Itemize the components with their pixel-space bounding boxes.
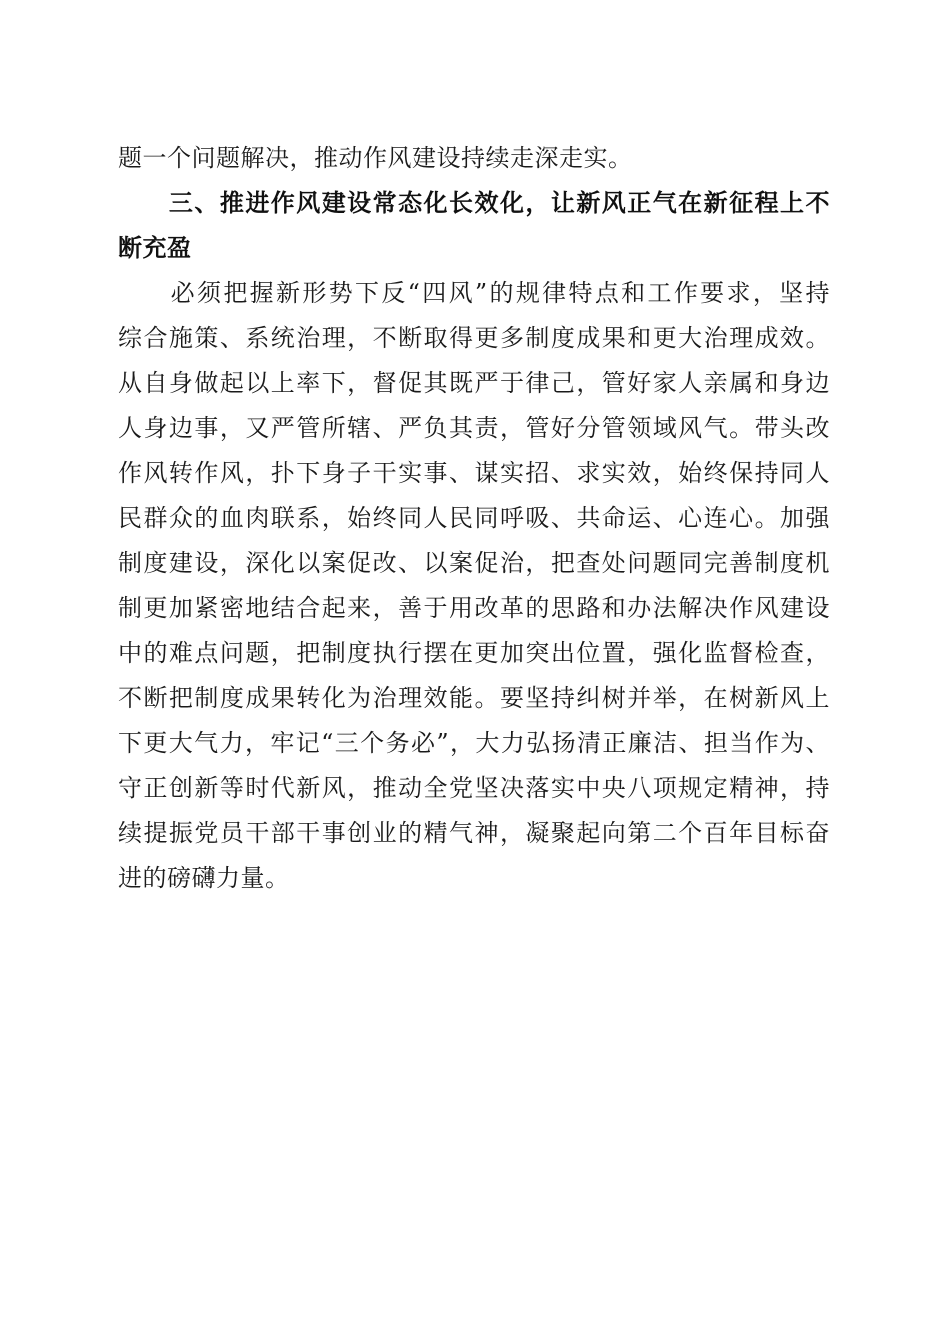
text-line: 综合施策、系统治理，不断取得更多制度成果和更大治理成效。 bbox=[118, 324, 830, 352]
text-line: 中的难点问题，把制度执行摆在更加突出位置，强化监督检查， bbox=[118, 639, 830, 667]
text-line: 续提振党员干部干事创业的精气神，凝聚起向第二个百年目标奋 bbox=[118, 819, 830, 847]
heading-line: 三、推进作风建设常态化长效化，让新风正气在新征程上不 bbox=[118, 189, 830, 217]
text-line: 制度建设，深化以案促改、以案促治，把查处问题同完善制度机 bbox=[118, 549, 830, 577]
continuation-paragraph bbox=[118, 136, 830, 181]
text-line: 制更加紧密地结合起来，善于用改革的思路和办法解决作风建设 bbox=[118, 594, 830, 622]
text-line: 民群众的血肉联系，始终同人民同呼吸、共命运、心连心。加强 bbox=[118, 504, 830, 532]
text-line: 进的磅礴力量。 bbox=[118, 864, 290, 892]
text-line: 必须把握新形势下反“四风”的规律特点和工作要求，坚持 bbox=[118, 279, 830, 307]
text-line: 人身边事，又严管所辖、严负其责，管好分管领域风气。带头改 bbox=[118, 414, 830, 442]
section-heading bbox=[118, 181, 830, 271]
text-line: 作风转作风，扑下身子干实事、谋实招、求实效，始终保持同人 bbox=[118, 459, 830, 487]
text-line: 不断把制度成果转化为治理效能。要坚持纠树并举，在树新风上 bbox=[118, 684, 830, 712]
body-paragraph bbox=[118, 271, 830, 901]
heading-line: 断充盈 bbox=[118, 234, 192, 262]
text-line: 守正创新等时代新风，推动全党坚决落实中央八项规定精神，持 bbox=[118, 774, 830, 802]
text-line: 下更大气力，牢记“三个务必”，大力弘扬清正廉洁、担当作为、 bbox=[118, 729, 830, 757]
text-line: 题一个问题解决，推动作风建设持续走深走实。 bbox=[118, 144, 633, 172]
text-line: 从自身做起以上率下，督促其既严于律己，管好家人亲属和身边 bbox=[118, 369, 830, 397]
